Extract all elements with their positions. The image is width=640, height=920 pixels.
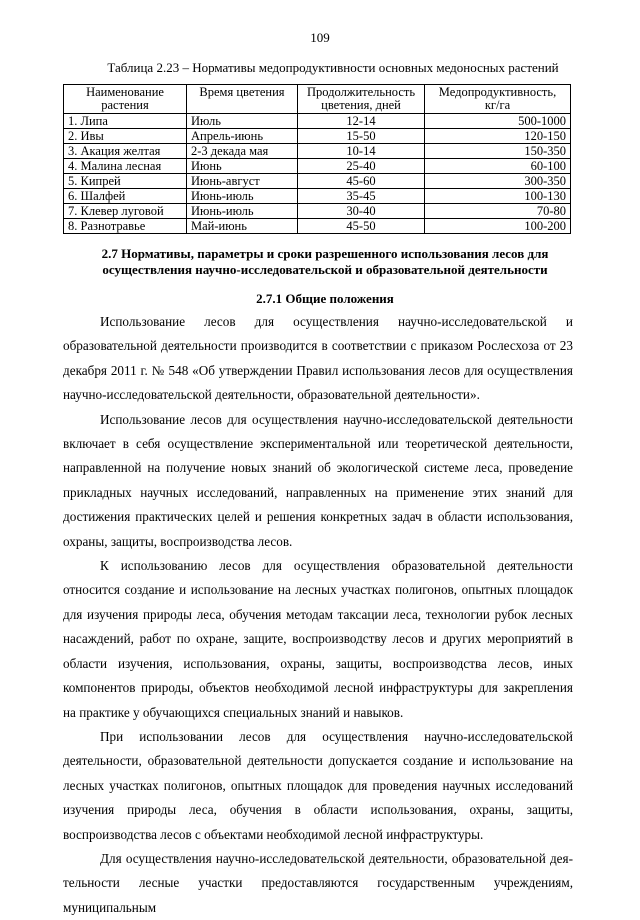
cell-plant: 7. Клевер луговой [64, 204, 187, 219]
cell-duration: 35-45 [298, 189, 425, 204]
cell-duration: 15-50 [298, 129, 425, 144]
table-row [64, 129, 571, 144]
cell-plant: 1. Липа [64, 114, 187, 129]
table-caption: Таблица 2.23 – Нормативы медопродуктивности основных медоносных растений [107, 60, 559, 75]
table-row [64, 219, 571, 234]
paragraph: Для осуществления научно-исследовательской деятельности, образовательной деятельности лесные участки предоставляются государственным учреждениям, муниципальным [63, 850, 573, 915]
cell-plant: 4. Малина лесная [64, 159, 187, 174]
cell-productivity: 60-100 [425, 159, 571, 174]
cell-plant: 6. Шалфей [64, 189, 187, 204]
cell-duration: 45-60 [298, 174, 425, 189]
cell-bloom-time: Июнь-июль [187, 189, 298, 204]
cell-duration: 45-50 [298, 219, 425, 234]
cell-bloom-time: Июнь-август [187, 174, 298, 189]
body-text [63, 310, 573, 920]
header-plant-name: Наименование растения [64, 85, 187, 114]
paragraph: При использовании лесов для осуществления научно-исследовательской деятельности, образовательной деятельности допускается создание и использование на лесных участках полигонов, опытных площадок для проведения научных исследований изучения природы леса, обучения в области использования, охраны, защиты, воспроизводства лесов с объектами необходимой лесной инфраструктуры. [63, 728, 573, 842]
cell-duration: 12-14 [298, 114, 425, 129]
cell-bloom-time: Май-июнь [187, 219, 298, 234]
cell-bloom-time: Июнь [187, 159, 298, 174]
cell-productivity: 120-150 [425, 129, 571, 144]
header-bloom-time: Время цветения [187, 85, 298, 114]
cell-productivity: 70-80 [425, 204, 571, 219]
paragraph: Использование лесов для осуществления научно-исследовательской деятельности включает в себя осуществление экспериментальной или теоретической деятельности, направленной на получение новых знаний об экологической системе леса, проведение прикладных научных исследований, направленных на применение этих знаний для достижения практических целей и решения конкретных задач в области использования, охраны, защиты, воспроизводства лесов. [63, 411, 573, 549]
section-heading: 2.7 Нормативы, параметры и сроки разрешенного использования лесов для осуществления научно-исследовательской и образовательной деятельности [101, 246, 549, 277]
table-row [64, 189, 571, 204]
honey-productivity-table [63, 84, 571, 234]
table-row [64, 174, 571, 189]
cell-duration: 30-40 [298, 204, 425, 219]
table-row [64, 144, 571, 159]
header-bloom-duration: Продолжительность цветения, дней [298, 85, 425, 114]
cell-plant: 5. Кипрей [64, 174, 187, 189]
cell-duration: 10-14 [298, 144, 425, 159]
paragraph: К использованию лесов для осуществления образовательной деятельности относится создание и использование на лесных участках полигонов, опытных площадок для изучения природы леса, обучения методам таксации леса, технологии рубок лесных насаждений, работ по охране, защите, воспроизводству лесов и других мероприятий в области изучения, использования, охраны, защиты, воспроизводства лесов, иных компонентов природы, объектов необходимой лесной инфраструктуры для закрепления на практике у обучающихся специальных знаний и навыков. [63, 558, 573, 720]
cell-bloom-time: Июнь-июль [187, 204, 298, 219]
cell-duration: 25-40 [298, 159, 425, 174]
cell-productivity: 300-350 [425, 174, 571, 189]
table-header-row [64, 85, 571, 114]
table-row [64, 114, 571, 129]
cell-plant: 8. Разнотравье [64, 219, 187, 234]
header-honey-productivity: Медопродуктивность, кг/га [425, 85, 571, 114]
subsection-heading: 2.7.1 Общие положения [256, 291, 394, 306]
paragraph: Использование лесов для осуществления научно-исследовательской и образовательной деятельности производится в соответствии с приказом Рослесхоза от 23 декабря 2011 г. № 548 «Об утверждении Правил использования лесов для осуществления научно-исследовательской деятельности, образовательной деятельности». [63, 314, 573, 403]
cell-bloom-time: 2-3 декада мая [187, 144, 298, 159]
cell-productivity: 100-130 [425, 189, 571, 204]
table-row [64, 204, 571, 219]
cell-productivity: 500-1000 [425, 114, 571, 129]
cell-plant: 2. Ивы [64, 129, 187, 144]
table-row [64, 159, 571, 174]
cell-productivity: 100-200 [425, 219, 571, 234]
cell-plant: 3. Акация желтая [64, 144, 187, 159]
cell-bloom-time: Апрель-июнь [187, 129, 298, 144]
cell-productivity: 150-350 [425, 144, 571, 159]
cell-bloom-time: Июль [187, 114, 298, 129]
page-number: 109 [310, 30, 330, 45]
